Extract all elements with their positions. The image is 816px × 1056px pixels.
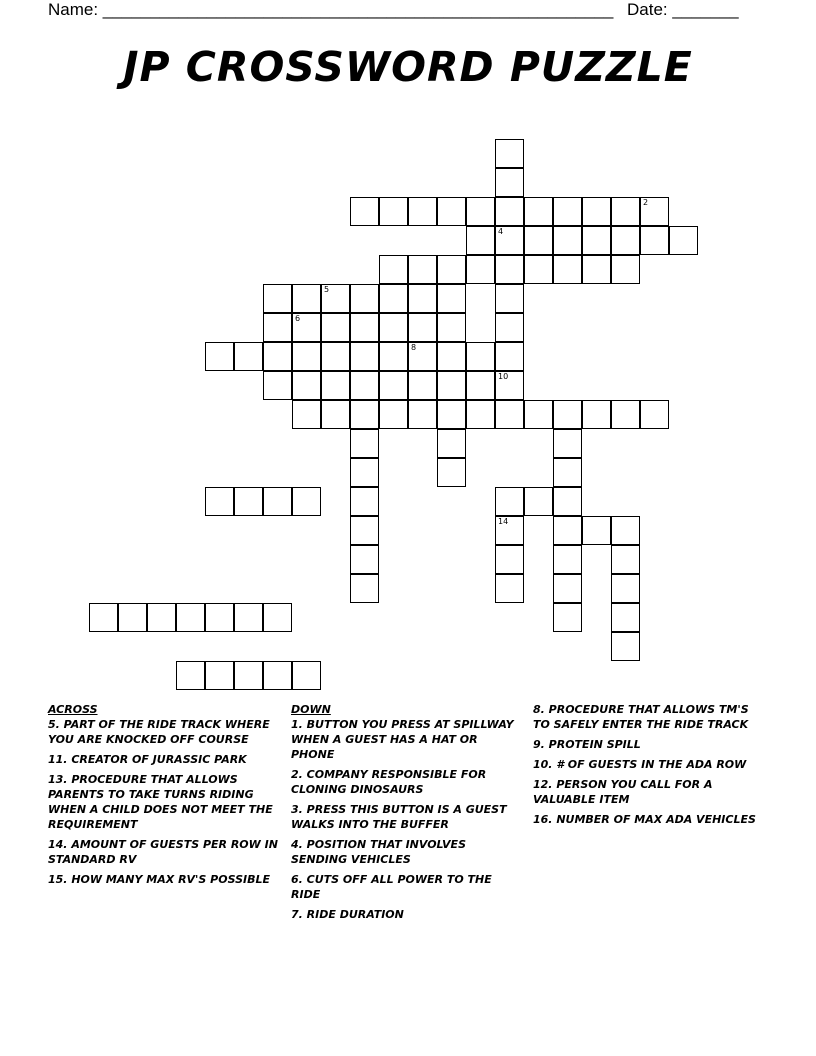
grid-cell[interactable]	[321, 371, 350, 400]
grid-cell[interactable]	[321, 400, 350, 429]
grid-cell[interactable]	[524, 400, 553, 429]
grid-cell[interactable]	[611, 603, 640, 632]
clue-number: 6	[295, 314, 301, 323]
grid-cell[interactable]	[437, 313, 466, 342]
grid-cell[interactable]	[408, 255, 437, 284]
down-heading: DOWN	[291, 703, 331, 716]
across-clue: 5. PART OF THE RIDE TRACK WHERE YOU ARE KNOCKED OFF COURSE	[48, 718, 270, 746]
grid-cell[interactable]	[582, 400, 611, 429]
grid-cell[interactable]	[292, 400, 321, 429]
grid-cell[interactable]	[437, 255, 466, 284]
grid-cell[interactable]	[234, 342, 263, 371]
grid-cell[interactable]	[408, 197, 437, 226]
grid-cell[interactable]	[553, 603, 582, 632]
grid-cell[interactable]	[263, 284, 292, 313]
grid-cell[interactable]	[553, 487, 582, 516]
grid-cell[interactable]	[350, 429, 379, 458]
grid-cell[interactable]	[350, 458, 379, 487]
grid-cell[interactable]	[611, 574, 640, 603]
grid-cell[interactable]	[350, 284, 379, 313]
grid-cell[interactable]	[466, 197, 495, 226]
down-clue: 4. POSITION THAT INVOLVES SENDING VEHICLES	[291, 838, 466, 866]
grid-cell[interactable]	[495, 284, 524, 313]
grid-cell[interactable]	[466, 371, 495, 400]
grid-cell[interactable]	[350, 574, 379, 603]
puzzle-title: JP CROSSWORD PUZZLE	[123, 43, 693, 91]
grid-cell[interactable]	[147, 603, 176, 632]
down-clue: 8. PROCEDURE THAT ALLOWS TM'S TO SAFELY ENTER THE RIDE TRACK	[533, 703, 749, 731]
grid-cell[interactable]	[379, 342, 408, 371]
grid-cell[interactable]	[205, 661, 234, 690]
grid-cell[interactable]	[263, 371, 292, 400]
grid-cell[interactable]	[495, 255, 524, 284]
grid-cell[interactable]	[640, 226, 669, 255]
grid-cell[interactable]	[611, 226, 640, 255]
grid-cell[interactable]	[292, 661, 321, 690]
grid-cell[interactable]	[408, 342, 437, 371]
grid-cell[interactable]	[524, 226, 553, 255]
grid-cell[interactable]	[379, 284, 408, 313]
grid-cell[interactable]	[350, 197, 379, 226]
grid-cell[interactable]	[263, 603, 292, 632]
grid-cell[interactable]	[524, 487, 553, 516]
grid-cell[interactable]	[408, 400, 437, 429]
grid-cell[interactable]	[379, 400, 408, 429]
grid-cell[interactable]	[495, 400, 524, 429]
down-clues-continued	[533, 702, 765, 832]
grid-cell[interactable]	[408, 284, 437, 313]
clue-number: 2	[643, 198, 649, 207]
grid-cell[interactable]	[524, 255, 553, 284]
grid-cell[interactable]	[553, 197, 582, 226]
grid-cell[interactable]	[205, 487, 234, 516]
across-heading: ACROSS	[48, 703, 98, 716]
grid-cell[interactable]	[89, 603, 118, 632]
across-clue: 11. CREATOR OF JURASSIC PARK	[48, 753, 247, 766]
grid-cell[interactable]	[292, 313, 321, 342]
grid-cell[interactable]	[350, 342, 379, 371]
down-clue: 3. PRESS THIS BUTTON IS A GUEST WALKS INTO THE BUFFER	[291, 803, 507, 831]
grid-cell[interactable]	[611, 632, 640, 661]
name-field: Name: ______________________________________________________	[48, 0, 614, 19]
grid-cell[interactable]	[263, 487, 292, 516]
grid-cell[interactable]	[524, 197, 553, 226]
grid-cell[interactable]	[466, 342, 495, 371]
grid-cell[interactable]	[408, 313, 437, 342]
grid-cell[interactable]	[408, 371, 437, 400]
clue-number: 8	[411, 343, 417, 352]
grid-cell[interactable]	[582, 226, 611, 255]
grid-cell[interactable]	[437, 197, 466, 226]
grid-cell[interactable]	[321, 313, 350, 342]
grid-cell[interactable]	[466, 226, 495, 255]
grid-cell[interactable]	[292, 487, 321, 516]
grid-cell[interactable]	[176, 661, 205, 690]
grid-cell[interactable]	[234, 661, 263, 690]
grid-cell[interactable]	[495, 168, 524, 197]
across-clue: 15. HOW MANY MAX RV'S POSSIBLE	[48, 873, 271, 886]
clue-number: 5	[324, 285, 330, 294]
grid-cell[interactable]	[640, 197, 669, 226]
grid-cell[interactable]	[437, 429, 466, 458]
grid-cell[interactable]	[553, 458, 582, 487]
grid-cell[interactable]	[553, 400, 582, 429]
down-clue: 7. RIDE DURATION	[291, 908, 404, 921]
grid-cell[interactable]	[553, 545, 582, 574]
grid-cell[interactable]	[350, 487, 379, 516]
grid-cell[interactable]	[553, 516, 582, 545]
down-clue: 1. BUTTON YOU PRESS AT SPILLWAY WHEN A GUEST HAS A HAT OR PHONE	[291, 718, 514, 761]
grid-cell[interactable]	[611, 197, 640, 226]
across-clues	[48, 702, 280, 892]
grid-cell[interactable]	[582, 255, 611, 284]
date-field: Date: _______	[627, 0, 739, 19]
grid-cell[interactable]	[582, 197, 611, 226]
grid-cell[interactable]	[350, 545, 379, 574]
grid-cell[interactable]	[611, 545, 640, 574]
grid-cell[interactable]	[495, 313, 524, 342]
down-clue: 12. PERSON YOU CALL FOR A VALUABLE ITEM	[533, 778, 713, 806]
clue-number: 4	[498, 227, 504, 236]
grid-cell[interactable]	[553, 574, 582, 603]
grid-cell[interactable]	[350, 371, 379, 400]
grid-cell[interactable]	[437, 371, 466, 400]
grid-cell[interactable]	[611, 255, 640, 284]
grid-cell[interactable]	[582, 516, 611, 545]
grid-cell[interactable]	[234, 603, 263, 632]
clue-number: 14	[498, 517, 509, 526]
clue-number: 10	[498, 372, 509, 381]
down-clue: 6. CUTS OFF ALL POWER TO THE RIDE	[291, 873, 492, 901]
down-clue: 16. NUMBER OF MAX ADA VEHICLES	[533, 813, 756, 826]
down-clue: 10. # OF GUESTS IN THE ADA ROW	[533, 758, 747, 771]
grid-cell[interactable]	[437, 284, 466, 313]
grid-cell[interactable]	[437, 342, 466, 371]
grid-cell[interactable]	[234, 487, 263, 516]
grid-cell[interactable]	[495, 545, 524, 574]
grid-cell[interactable]	[553, 226, 582, 255]
grid-cell[interactable]	[495, 226, 524, 255]
grid-cell[interactable]	[263, 313, 292, 342]
grid-cell[interactable]	[379, 197, 408, 226]
grid-cell[interactable]	[495, 197, 524, 226]
grid-cell[interactable]	[495, 516, 524, 545]
grid-cell[interactable]	[379, 313, 408, 342]
grid-cell[interactable]	[292, 342, 321, 371]
grid-cell[interactable]	[611, 516, 640, 545]
grid-cell[interactable]	[640, 400, 669, 429]
grid-cell[interactable]	[292, 371, 321, 400]
grid-cell[interactable]	[379, 255, 408, 284]
grid-cell[interactable]	[495, 487, 524, 516]
grid-cell[interactable]	[611, 400, 640, 429]
grid-cell[interactable]	[118, 603, 147, 632]
grid-cell[interactable]	[495, 371, 524, 400]
grid-cell[interactable]	[263, 661, 292, 690]
grid-cell[interactable]	[350, 400, 379, 429]
grid-cell[interactable]	[553, 429, 582, 458]
grid-cell[interactable]	[292, 284, 321, 313]
grid-cell[interactable]	[437, 400, 466, 429]
grid-cell[interactable]	[350, 516, 379, 545]
grid-cell[interactable]	[466, 255, 495, 284]
grid-cell[interactable]	[379, 371, 408, 400]
grid-cell[interactable]	[205, 342, 234, 371]
grid-cell[interactable]	[321, 284, 350, 313]
across-clue: 14. AMOUNT OF GUESTS PER ROW IN STANDARD RV	[48, 838, 278, 866]
grid-cell[interactable]	[263, 342, 292, 371]
down-clue: 2. COMPANY RESPONSIBLE FOR CLONING DINOSAURS	[291, 768, 487, 796]
grid-cell[interactable]	[437, 458, 466, 487]
grid-cell[interactable]	[495, 342, 524, 371]
grid-cell[interactable]	[669, 226, 698, 255]
grid-cell[interactable]	[205, 603, 234, 632]
grid-cell[interactable]	[350, 313, 379, 342]
grid-cell[interactable]	[321, 342, 350, 371]
across-clue: 13. PROCEDURE THAT ALLOWS PARENTS TO TAKE TURNS RIDING WHEN A CHILD DOES NOT MEET THE REQUIREMENT	[48, 773, 273, 831]
down-clues	[291, 702, 523, 927]
grid-cell[interactable]	[495, 574, 524, 603]
grid-cell[interactable]	[466, 400, 495, 429]
down-clue: 9. PROTEIN SPILL	[533, 738, 641, 751]
grid-cell[interactable]	[176, 603, 205, 632]
grid-cell[interactable]	[495, 139, 524, 168]
grid-cell[interactable]	[553, 255, 582, 284]
